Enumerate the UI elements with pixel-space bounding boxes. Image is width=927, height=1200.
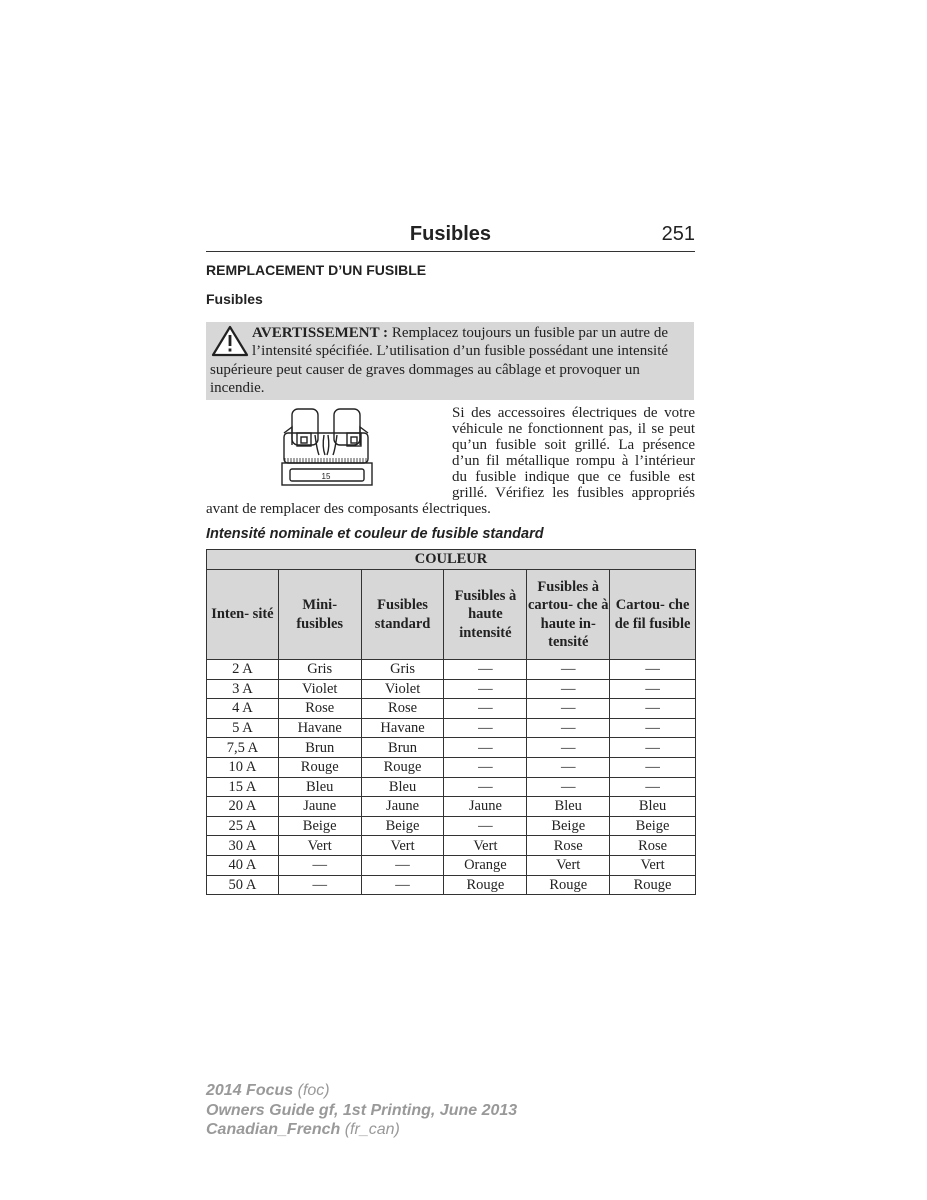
table-cell: Rose [278,699,361,719]
table-cell: Vert [278,836,361,856]
table-cell: — [444,777,527,797]
table-row [207,836,696,856]
table-cell: — [278,875,361,895]
body-text-area [206,405,695,517]
table-caption: Intensité nominale et couleur de fusible standard [206,526,544,542]
body-paragraph: Si des accessoires électriques de votre véhicule ne fonctionnent pas, il se peut qu’un fusible soit grillé. La présence d’un fil métallique rompu à l’intérieur du fusible indique que ce fusible est grillé. Vérifiez les fusibles appropriés avant de remplacer des composants électriques. [206,405,695,517]
table-cell: 15 A [207,777,279,797]
table-row [207,777,696,797]
table-cell: Gris [361,660,444,680]
table-cell: — [527,777,610,797]
table-cell: — [610,679,696,699]
table-cell: Violet [361,679,444,699]
table-cell: — [527,718,610,738]
table-cell: Rose [610,836,696,856]
table-cell: Rouge [361,757,444,777]
table-row [207,738,696,758]
table-row [207,679,696,699]
table-cell: Brun [278,738,361,758]
table-cell: Vert [444,836,527,856]
table-cell: Beige [527,816,610,836]
warning-label: AVERTISSEMENT : [252,325,389,341]
table-cell: Beige [610,816,696,836]
table-cell: — [361,855,444,875]
table-cell: — [361,875,444,895]
footer-printing: Owners Guide gf, 1st Printing, June 2013 [206,1101,518,1119]
warning-box [206,322,694,400]
table-cell: Vert [527,855,610,875]
column-header: Fusibles standard [361,570,444,660]
table-cell: — [610,777,696,797]
table-row [207,816,696,836]
table-cell: 3 A [207,679,279,699]
table-cell: Havane [278,718,361,738]
table-cell: Rouge [527,875,610,895]
footer-model-code: (foc) [297,1082,330,1099]
table-row [207,855,696,875]
table-cell: 25 A [207,816,279,836]
fuse-color-table [206,549,696,895]
table-cell: Rose [361,699,444,719]
table-cell: — [527,738,610,758]
table-cell: — [527,699,610,719]
table-cell: — [527,679,610,699]
table-cell: Gris [278,660,361,680]
subheading: Fusibles [206,291,263,307]
table-cell: — [444,699,527,719]
table-cell: Brun [361,738,444,758]
table-row [207,699,696,719]
column-header: Fusibles à cartou- che à haute in- tensité [527,570,610,660]
table-cell: Rouge [444,875,527,895]
table-cell: 50 A [207,875,279,895]
warning-triangle-icon [210,324,250,358]
table-cell: Rose [527,836,610,856]
section-heading: REMPLACEMENT D’UN FUSIBLE [206,262,427,278]
table-cell: — [527,757,610,777]
table-cell: — [444,718,527,738]
table-cell: — [444,660,527,680]
page-title: Fusibles [409,223,492,245]
table-cell: Beige [278,816,361,836]
table-cell: — [527,660,610,680]
table-cell: 40 A [207,855,279,875]
footer [206,1081,517,1140]
fuse-rating-label: 15 [321,472,331,481]
column-header: Cartou- che de fil fusible [610,570,696,660]
table-cell: Beige [361,816,444,836]
table-cell: Rouge [610,875,696,895]
column-header: Mini- fusibles [278,570,361,660]
table-cell: Vert [361,836,444,856]
table-cell: 7,5 A [207,738,279,758]
fuse-illustration-icon [206,405,452,501]
table-cell: — [610,757,696,777]
column-header: Inten- sité [207,570,279,660]
table-cell: 20 A [207,797,279,817]
table-cell: 2 A [207,660,279,680]
table-cell: — [444,679,527,699]
table-row [207,718,696,738]
table-cell: — [444,816,527,836]
table-cell: Vert [610,855,696,875]
footer-line-1 [206,1081,517,1101]
table-cell: Bleu [278,777,361,797]
warning-text: Remplacez toujours un fusible par un autre de l’intensité spécifiée. L’utilisation d’un fusible possédant une intensité supérieure peut causer de graves dommages au câblage et provoquer un incendie. [210,325,669,396]
table-cell: 10 A [207,757,279,777]
table-row [207,757,696,777]
table-cell: Jaune [444,797,527,817]
footer-language-code: (fr_can) [344,1121,400,1138]
table-cell: Rouge [278,757,361,777]
table-cell: — [610,718,696,738]
column-header: Fusibles à haute intensité [444,570,527,660]
footer-line-3 [206,1120,517,1140]
group-header-couleur: COULEUR [207,550,696,570]
table-cell: — [610,699,696,719]
table-row [207,797,696,817]
table-cell: — [444,738,527,758]
table-cell: 5 A [207,718,279,738]
table-cell: Bleu [610,797,696,817]
table-cell: Violet [278,679,361,699]
table-cell: Jaune [278,797,361,817]
table-cell: Jaune [361,797,444,817]
table-cell: 4 A [207,699,279,719]
table-cell: — [278,855,361,875]
table-row [207,875,696,895]
footer-language: Canadian_French [206,1121,341,1138]
table-cell: Bleu [361,777,444,797]
table-cell: Orange [444,855,527,875]
table-cell: — [444,757,527,777]
page-number: 251 [661,223,695,245]
footer-line-2 [206,1101,517,1121]
table-cell: Bleu [527,797,610,817]
table-cell: — [610,738,696,758]
footer-model: 2014 Focus [206,1082,294,1099]
table-cell: — [610,660,696,680]
table-cell: Havane [361,718,444,738]
table-cell: 30 A [207,836,279,856]
table-row [207,660,696,680]
page-header [206,223,695,252]
